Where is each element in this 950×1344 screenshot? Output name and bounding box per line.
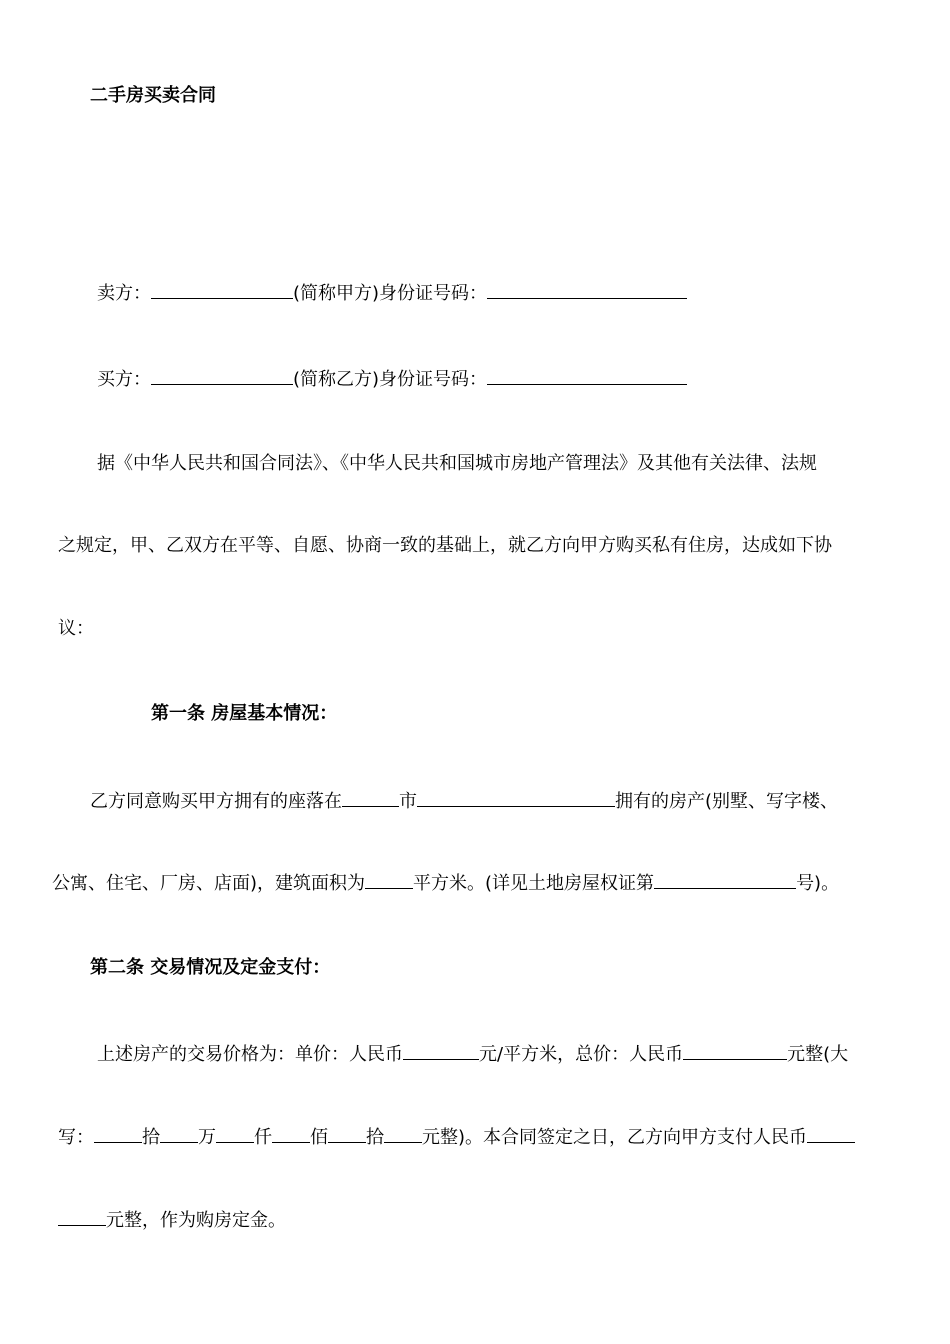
certificate-number-blank[interactable] [654, 870, 796, 889]
article2-text-11: 元整，作为购房定金。 [106, 1210, 286, 1231]
preamble-line-1: 据《中华人民共和国合同法》、《中华人民共和国城市房地产管理法》及其他有关法律、法规 [97, 453, 817, 474]
article2-line-3 [58, 1207, 286, 1231]
article2-text-5: 拾 [142, 1127, 160, 1148]
seller-abbrev-id-label: (简称甲方)身份证号码： [293, 283, 488, 304]
seller-name-blank[interactable] [151, 280, 293, 299]
contract-title: 二手房买卖合同 [90, 85, 216, 106]
amount-blank-5[interactable] [328, 1124, 366, 1143]
article2-text-10: 元整)。本合同签定之日，乙方向甲方支付人民币 [422, 1127, 808, 1148]
article2-text-3: 元整(大 [787, 1044, 849, 1065]
article2-text-2: 元/平方米，总价：人民币 [479, 1044, 684, 1065]
preamble-line-2: 之规定，甲、乙双方在平等、自愿、协商一致的基础上，就乙方向甲方购买私有住房，达成如下协 [58, 535, 832, 556]
seller-id-blank[interactable] [487, 280, 687, 299]
amount-blank-6[interactable] [384, 1124, 422, 1143]
area-blank[interactable] [365, 870, 413, 889]
amount-blank-4[interactable] [272, 1124, 310, 1143]
article1-text-2: 市 [399, 791, 417, 812]
deposit-blank-b[interactable] [58, 1207, 106, 1226]
article2-text-8: 佰 [310, 1127, 328, 1148]
article2-text-4: 写： [58, 1127, 94, 1148]
amount-blank-1[interactable] [94, 1124, 142, 1143]
article2-text-9: 拾 [366, 1127, 384, 1148]
article2-text-1: 上述房产的交易价格为：单价：人民币 [97, 1044, 403, 1065]
article2-heading: 第二条 交易情况及定金支付： [90, 957, 331, 978]
preamble-line-3: 议： [58, 618, 94, 639]
article1-text-1: 乙方同意购买甲方拥有的座落在 [90, 791, 342, 812]
buyer-abbrev-id-label: (简称乙方)身份证号码： [293, 369, 488, 390]
article2-text-6: 万 [198, 1127, 216, 1148]
unit-price-blank[interactable] [403, 1041, 479, 1060]
seller-label: 卖方： [97, 283, 151, 304]
buyer-line [97, 366, 687, 390]
article1-heading: 第一条 房屋基本情况： [151, 703, 338, 724]
article2-text-7: 仟 [254, 1127, 272, 1148]
article1-line-2 [52, 870, 839, 894]
city-blank[interactable] [342, 788, 399, 807]
article2-line-1 [97, 1041, 848, 1065]
buyer-label: 买方： [97, 369, 151, 390]
total-price-blank[interactable] [683, 1041, 787, 1060]
buyer-name-blank[interactable] [151, 366, 293, 385]
article1-text-5: 平方米。(详见土地房屋权证第 [413, 873, 655, 894]
amount-blank-2[interactable] [160, 1124, 198, 1143]
address-blank[interactable] [417, 788, 615, 807]
article1-text-3: 拥有的房产(别墅、写字楼、 [615, 791, 839, 812]
amount-blank-3[interactable] [216, 1124, 254, 1143]
article2-line-2 [58, 1124, 855, 1148]
article1-text-4: 公寓、住宅、厂房、店面)，建筑面积为 [52, 873, 366, 894]
article1-line-1 [90, 788, 838, 812]
seller-line [97, 280, 687, 304]
deposit-blank-a[interactable] [807, 1124, 855, 1143]
buyer-id-blank[interactable] [487, 366, 687, 385]
article1-text-6: 号)。 [796, 873, 840, 894]
